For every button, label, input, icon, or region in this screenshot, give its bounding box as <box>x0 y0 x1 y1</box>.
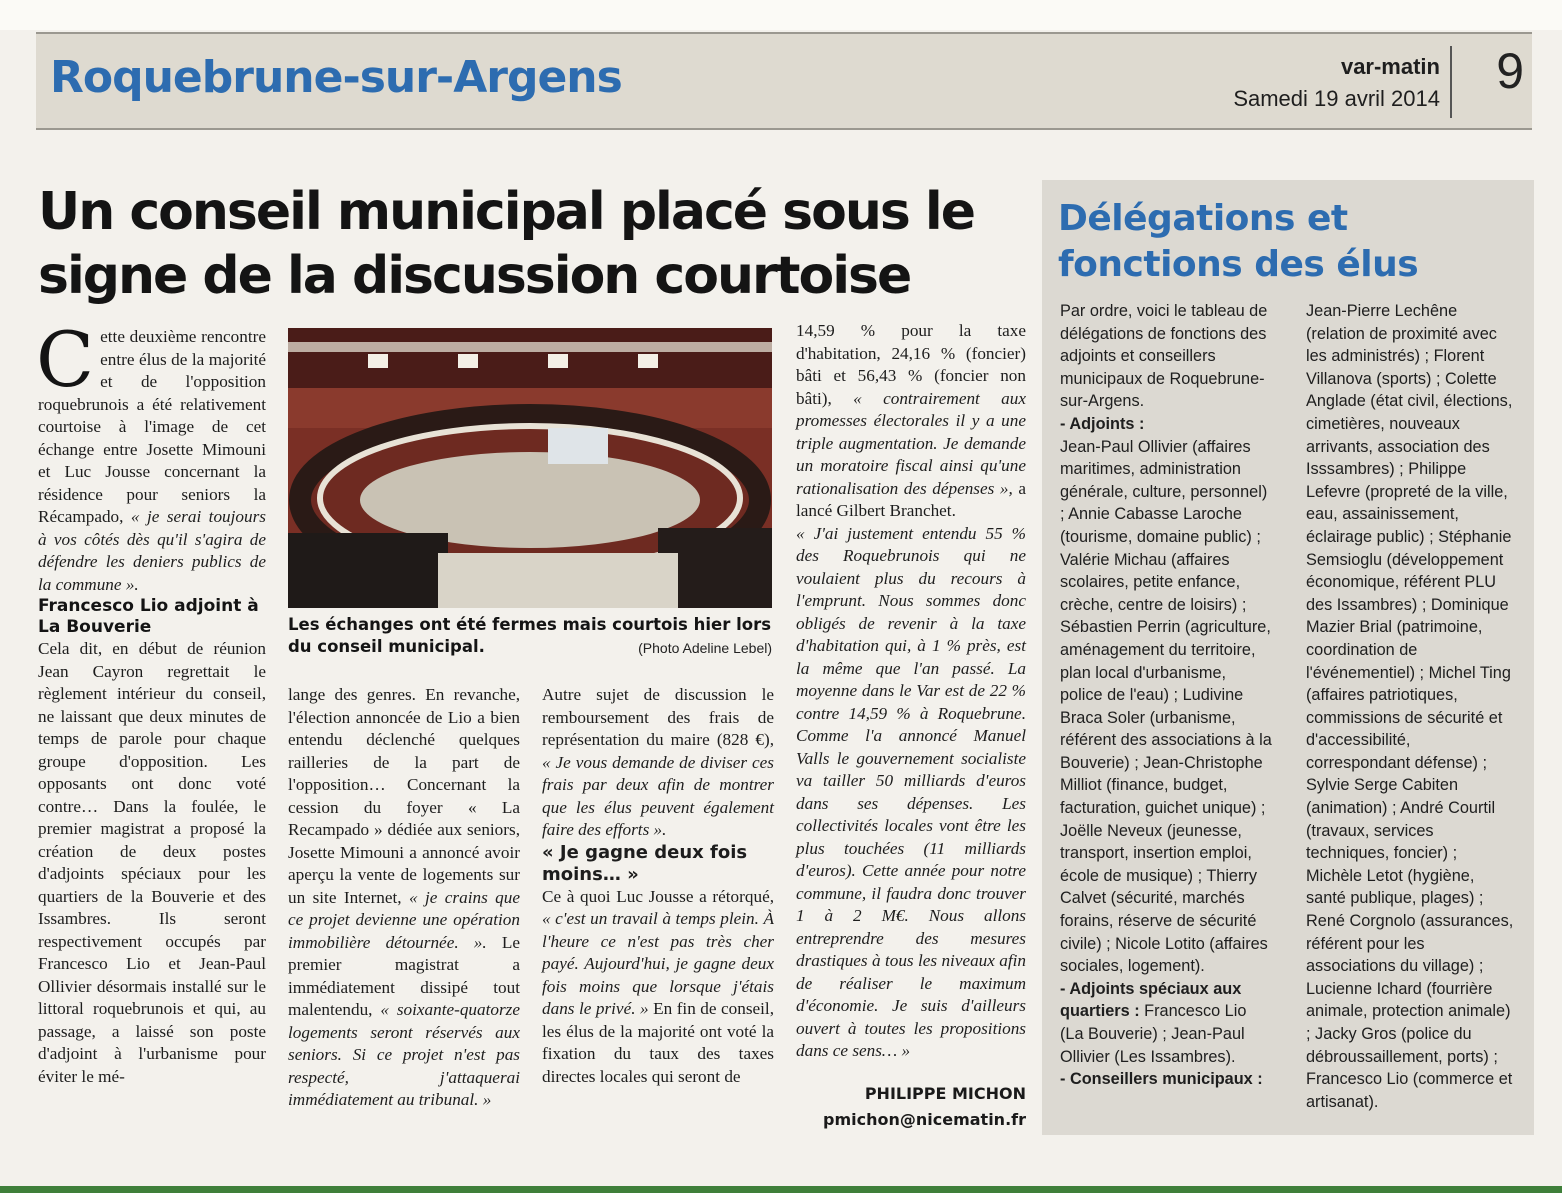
column-3-quote-2: « c'est un travail à temps plein. À l'heure ce n'est pas très cher payé. Aujourd'hui, je gagne deux fois moins que lorsque j'étais dans le privé. » <box>542 909 774 1018</box>
subheading-francesco-lio: Francesco Lio adjoint à La Bouverie <box>38 596 259 637</box>
article-column-3 <box>542 684 774 1088</box>
column-3-quote-1: « Je vous demande de diviser ces frais par deux afin de montrer que les élus peuvent également faire des efforts ». <box>542 752 774 839</box>
column-2-quote-2: « soixante-quatorze logements seront réservés aux seniors. Si ce projet n'est pas respecté, j'attaquerai immédiatement au tribunal. » <box>288 1000 520 1109</box>
column-3-text-b: Ce à quoi Luc Jousse a rétorqué, <box>542 886 774 906</box>
conseillers-list: Jean-Pierre Lechêne (relation de proximité avec les administrés) ; Florent Villanova (sports) ; Colette Anglade (état civil, élections, cimetières, nouveaux arrivants, association des Isssambres) ; Philippe Lefevre (propreté de la ville, eau, assainissement, éclairage public) ; Stéphanie Semsioglu (développement économique, référent PLU des Issambres) ; Dominique Mazier Brial (patrimoine, coordination de l'événementiel) ; Michel Ting (affaires patriotiques, commissions de sécurité et d'accessibilité, correspondant défense) ; Sylvie Serge Cabiten (animation) ; André Courtil (travaux, services techniques, foncier) ; Michèle Letot (hygiène, santé publique, plages) ; René Corgnolo (assurances, référent pour les associations du village) ; Lucienne Ichard (fourrière animale, protection animale) ; Jacky Gros (police du débroussaillement, ports) ; Francesco Lio (commerce et artisanat). <box>1306 302 1514 1111</box>
delegations-sidebar <box>1042 180 1534 1135</box>
author-email[interactable]: pmichon@nicematin.fr <box>823 1110 1026 1129</box>
column-3-text-c: En fin de conseil, les élus de la majorité ont voté la fixation du taux des taxes directes locales qui seront de <box>542 999 774 1086</box>
column-4-body <box>796 320 1026 523</box>
column-2-body <box>288 684 520 1112</box>
adjoints-list: Jean-Paul Ollivier (affaires maritimes, administration générale, culture, personnel) ; Annie Cabasse Laroche (tourisme, domaine public) ; Valérie Michau (affaires scolaires, petite enfance, crèche, centre de loisirs) ; Sébastien Perrin (agriculture, aménagement du territoire, plan local d'urbanisme, police de l'eau) ; Ludivine Braca Soler (urbanisme, référent des associations à la Bouverie) ; Jean-Christophe Milliot (finance, budget, facturation, guichet unique) ; Joëlle Neveux (jeunesse, transport, insertion emploi, école de musique) ; Thierry Calvet (sécurité, marchés forains, réserve de sécurité civile) ; Nicole Lotito (affaires sociales, logement). <box>1060 437 1272 976</box>
column-1-body: Cela dit, en début de réunion Jean Cayron regrettait le règlement intérieur du conseil, ne laissant que deux minutes de temps de parole pour chaque groupe d'opposition. Les opposants ont donc voté contre… Dans la foulée, le premier magistrat a proposé la création de deux postes d'adjoints spéciaux pour les quartiers de la Bouverie et des Issambres. Ils seront respectivement occupés par Francesco Lio et Jean-Paul Ollivier désormais installé sur le littoral roquebrunois et qui, au passage, a laissé son poste d'adjoint à l'urbanisme pour éviter le mé- <box>38 639 266 1086</box>
article-author: PHILIPPE MICHON <box>864 1084 1026 1103</box>
speciaux-paragraph <box>1060 978 1272 1068</box>
speciaux-label: - Adjoints spéciaux aux quartiers : <box>1060 979 1242 1021</box>
lead-paragraph <box>36 315 266 596</box>
bottom-green-rule <box>0 1186 1562 1193</box>
column-4-quote-2: « J'ai justement entendu 55 % des Roquebrunois qui ne voulaient plus du recours à l'emprunt. Nous sommes donc obligés de revenir à la taxe d'habitation qui, à 1 % près, est la même que l'an passé. La moyenne dans le Var est de 22 % contre 14,59 % à Roquebrune. Comme l'a annoncé Manuel Valls le gouvernement socialiste va tailler 50 milliards d'euros dans ses dépenses. Les collectivités locales vont être les plus touchées (11 milliards d'euros). Cette année pour notre commune, il faudra donc trouver 1 à 2 M€. Nous allons entreprendre des mesures drastiques à tous les niveaux afin de réaliser le maximum d'économie. Je suis d'ailleurs ouvert à toutes les propositions dans ce sens… » <box>796 523 1026 1060</box>
council-meeting-photo <box>288 328 772 608</box>
article-column-1 <box>36 315 266 1088</box>
section-city-title: Roquebrune-sur-Argens <box>50 52 622 103</box>
photo-credit: (Photo Adeline Lebel) <box>638 640 772 656</box>
lead-text: ette deuxième rencontre entre élus de la majorité et de l'opposition roquebrunois a été relativement courtoise à l'image de cet échange entre Josette Mimouni et Luc Jousse concernant la résidence pour seniors la Récampado, <box>38 327 266 526</box>
article-column-2 <box>288 684 520 1112</box>
article-column-4 <box>796 320 1026 1063</box>
column-2-quote-1: « je crains que ce projet devienne une opération immobilière détournée. ». <box>288 887 520 952</box>
interheading-deux-fois-moins: « Je gagne deux fois moins… » <box>542 841 748 885</box>
speciaux-list: Francesco Lio (La Bouverie) ; Jean-Paul Ollivier (Les Issambres). <box>1060 1002 1247 1066</box>
adjoints-label-text: - Adjoints : <box>1060 414 1145 433</box>
council-room-illustration <box>288 328 772 608</box>
conseillers-label <box>1060 1068 1272 1091</box>
photo-caption: Les échanges ont été fermes mais courtois hier lors du conseil municipal. <box>288 615 772 656</box>
sidebar-title: Délégations et fonctions des élus <box>1058 198 1419 285</box>
column-3-text-a: Autre sujet de discussion le remboursement des frais de représentation du maire (828 €), <box>542 685 774 749</box>
page-number: 9 <box>1496 43 1524 99</box>
sidebar-intro: Par ordre, voici le tableau de délégations de fonctions des adjoints et conseillers municipaux de Roquebrune-sur-Argens. <box>1060 302 1268 411</box>
sidebar-column-1 <box>1060 300 1272 1091</box>
header-divider <box>1450 46 1452 118</box>
column-3-body-b <box>542 886 774 1089</box>
page-top-margin <box>0 0 1562 30</box>
column-4-quote-paragraph <box>796 523 1026 1063</box>
column-4-text-b: a lancé Gilbert Branchet. <box>796 478 1026 520</box>
conseillers-label-text: - Conseillers municipaux : <box>1060 1070 1263 1089</box>
article-headline: Un conseil municipal placé sous le signe de la discussion courtoise <box>38 182 974 306</box>
lead-quote: « je serai toujours à vos côtés dès qu'il s'agira de défendre les deniers publics de la commune ». <box>38 507 266 594</box>
drop-cap: C <box>36 315 95 404</box>
sidebar-column-2 <box>1306 300 1516 1113</box>
column-4-quote-1: « contrairement aux promesses électorales il y a une triple augmentation. Je demande un moratoire fiscal ainsi qu'une rationalisation des dépenses », <box>796 388 1027 498</box>
column-2-text-a: lange des genres. En revanche, l'élection annoncée de Lio a bien entendu déclenché quelques railleries de la part de l'opposition… Concernant la cession du foyer « La Recampado » dédiée aux seniors, Josette Mimouni a annoncé avoir aperçu la vente de logements sur un site Internet, <box>288 685 520 907</box>
adjoints-label <box>1060 413 1272 436</box>
column-3-body-a <box>542 684 774 842</box>
column-2-text-b: Le premier magistrat a immédiatement dissipé tout malentendu, <box>288 932 520 1019</box>
issue-date: Samedi 19 avril 2014 <box>1233 86 1440 111</box>
column-4-text-a: 14,59 % pour la taxe d'habitation, 24,16 % (foncier) bâti et 56,43 % (foncier non bâti), <box>796 321 1026 408</box>
newspaper-name: var-matin <box>1340 54 1440 79</box>
page-header <box>36 32 1532 130</box>
